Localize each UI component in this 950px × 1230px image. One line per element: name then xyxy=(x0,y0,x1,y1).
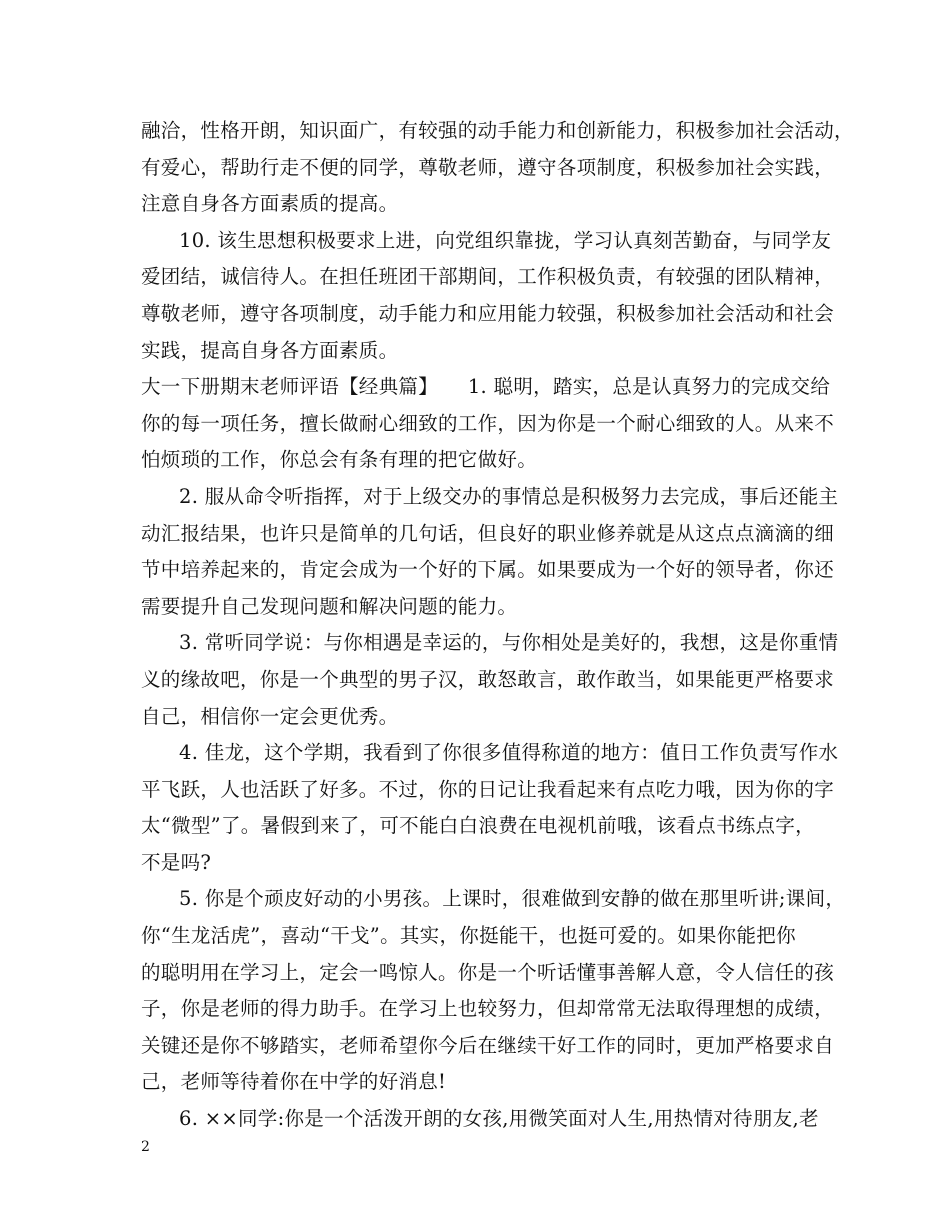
document-body xyxy=(141,113,854,1138)
text-line: 义的缘故吧，你是一个典型的男子汉，敢怒敢言，敢作敢当，如果能更严格要求 xyxy=(141,667,835,691)
text-line: 节中培养起来的，肯定会成为一个好的下属。如果要成为一个好的领导者，你还 xyxy=(141,558,835,582)
text-line: 尊敬老师，遵守各项制度，动手能力和应用能力较强，积极参加社会活动和社会 xyxy=(141,301,835,325)
text-line: 5. 你是个顽皮好动的小男孩。上课时，很难做到安静的做在那里听讲;课间， xyxy=(179,887,846,911)
text-line: 动汇报结果，也许只是简单的几句话，但良好的职业修养就是从这点点滴滴的细 xyxy=(141,521,835,545)
text-line: 怕烦琐的工作，你总会有条有理的把它做好。 xyxy=(141,448,538,472)
text-line: 平飞跃，人也活跃了好多。不过，你的日记让我看起来有点吃力哦，因为你的字 xyxy=(141,777,835,801)
text-line: 融洽，性格开朗，知识面广，有较强的动手能力和创新能力，积极参加社会活动， xyxy=(141,119,854,142)
text-line: 6. ××同学:你是一个活泼开朗的女孩,用微笑面对人生,用热情对待朋友,老 xyxy=(179,1107,819,1131)
text-line: 大一下册期末老师评语【经典篇】 1. 聪明，踏实，总是认真努力的完成交给 xyxy=(141,375,831,399)
text-line: 你的每一项任务，擅长做耐心细致的工作，因为你是一个耐心细致的人。从来不 xyxy=(141,411,835,435)
text-line: 的聪明用在学习上，定会一鸣惊人。你是一个听话懂事善解人意，令人信任的孩 xyxy=(141,960,835,984)
text-line: 需要提升自己发现问题和解决问题的能力。 xyxy=(141,594,518,618)
page-number: 2 xyxy=(141,1139,150,1155)
text-line: 爱团结，诚信待人。在担任班团干部期间，工作积极负责，有较强的团队精神， xyxy=(141,265,835,289)
text-line: 注意自身各方面素质的提高。 xyxy=(141,192,399,216)
text-line: 己，老师等待着你在中学的好消息! xyxy=(141,1070,447,1094)
text-line: 子，你是老师的得力助手。在学习上也较努力，但却常常无法取得理想的成绩， xyxy=(141,997,835,1021)
text-line: 4. 佳龙，这个学期，我看到了你很多值得称道的地方：值日工作负责写作水 xyxy=(179,741,839,765)
text-line: 关键还是你不够踏实，老师希望你今后在继续干好工作的同时，更加严格要求自 xyxy=(141,1033,835,1057)
text-line: 自己，相信你一定会更优秀。 xyxy=(141,704,399,728)
text-line: 3. 常听同学说：与你相遇是幸运的，与你相处是美好的，我想，这是你重情 xyxy=(179,631,839,655)
text-line: 不是吗? xyxy=(141,850,212,874)
text-line: 2. 服从命令听指挥，对于上级交办的事情总是积极努力去完成，事后还能主 xyxy=(179,484,839,508)
text-line: 有爱心，帮助行走不便的同学，尊敬老师，遵守各项制度，积极参加社会实践， xyxy=(141,155,835,179)
text-line: 实践，提高自身各方面素质。 xyxy=(141,338,399,362)
text-line: 10. 该生思想积极要求上进，向党组织靠拢，学习认真刻苦勤奋，与同学友 xyxy=(179,228,832,252)
text-line: 你“生龙活虎”，喜动“干戈”。其实，你挺能干，也挺可爱的。如果你能把你 xyxy=(141,924,796,948)
text-line: 太“微型”了。暑假到来了，可不能白白浪费在电视机前哦，该看点书练点字， xyxy=(141,814,815,838)
